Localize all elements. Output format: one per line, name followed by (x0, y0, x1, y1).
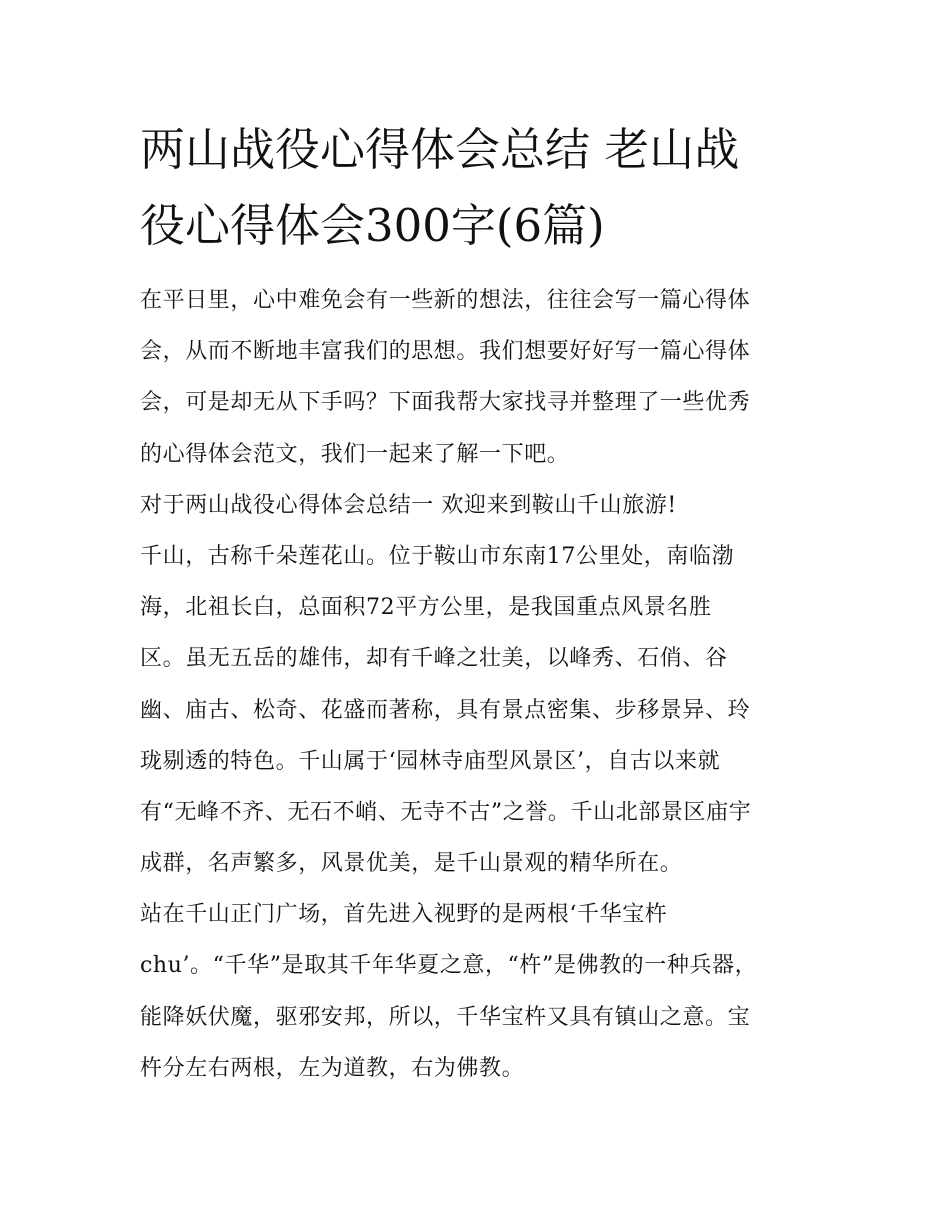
paragraph-line: 千山，古称千朵莲花山。位于鞍山市东南17公里处，南临渤 (140, 543, 735, 569)
paragraph-line: 杵分左右两根，左为道教，右为佛教。 (140, 1055, 525, 1081)
paragraph-line: 幽、庙古、松奇、花盛而著称，具有景点密集、步移景异、玲 (140, 697, 751, 723)
paragraph-line: 海，北祖长白，总面积72平方公里，是我国重点风景名胜 (140, 595, 712, 621)
title-line-2: 役心得体会300字(6篇) (140, 199, 605, 252)
section-heading-line: 对于两山战役心得体会总结一 欢迎来到鞍山千山旅游! (140, 492, 677, 518)
paragraph-line: 的心得体会范文，我们一起来了解一下吧。 (140, 441, 570, 467)
paragraph-line: 成群，名声繁多，风景优美，是千山景观的精华所在。 (140, 851, 683, 877)
paragraph-line: chu’。“千华”是取其千年华夏之意，“杵”是佛教的一种兵器， (140, 953, 758, 979)
paragraph-line: 站在千山正门广场，首先进入视野的是两根‘千华宝杵 (140, 902, 668, 928)
paragraph-line: 在平日里，心中难免会有一些新的想法，往往会写一篇心得体 (140, 288, 751, 313)
page-title (140, 112, 830, 264)
paragraph-line: 有“无峰不齐、无石不峭、无寺不古”之誉。千山北部景区庙宇 (140, 799, 752, 825)
title-line-1: 两山战役心得体会总结 老山战 (140, 123, 740, 176)
paragraph-line: 能降妖伏魔，驱邪安邦，所以，千华宝杵又具有镇山之意。宝 (140, 1004, 751, 1030)
paragraph-line: 会，从而不断地丰富我们的思想。我们想要好好写一篇心得体 (140, 339, 751, 365)
paragraph-line: 珑剔透的特色。千山属于‘园林寺庙型风景区’，自古以来就 (140, 748, 721, 774)
body-text (140, 275, 820, 1094)
paragraph-line: 会，可是却无从下手吗？下面我帮大家找寻并整理了一些优秀 (140, 390, 751, 416)
paragraph-line: 区。虽无五岳的雄伟，却有千峰之壮美，以峰秀、石俏、谷 (140, 646, 728, 672)
